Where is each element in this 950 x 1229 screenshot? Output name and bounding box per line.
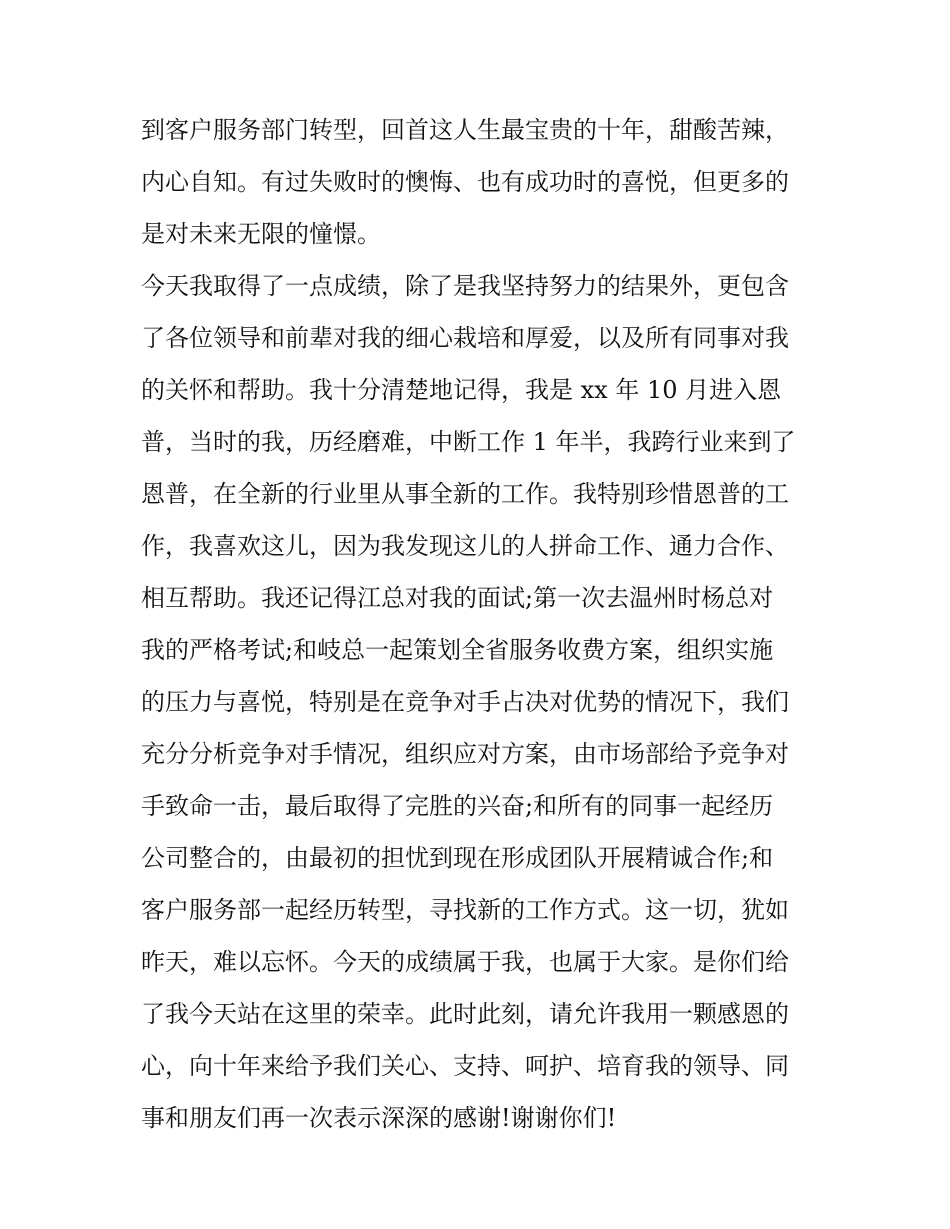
text-line: 事和朋友们再一次表示深深的感谢!谢谢你们! xyxy=(141,1104,617,1132)
text-line: 了我今天站在这里的荣幸。此时此刻，请允许我用一颗感恩的 xyxy=(141,1000,789,1028)
text-line: 客户服务部一起经历转型，寻找新的工作方式。这一切，犹如 xyxy=(141,896,789,924)
text-line: 公司整合的，由最初的担忧到现在形成团队开展精诚合作;和 xyxy=(141,844,774,872)
text-line: 了各位领导和前辈对我的细心栽培和厚爱，以及所有同事对我 xyxy=(141,324,789,352)
text-line: 恩普，在全新的行业里从事全新的工作。我特别珍惜恩普的工 xyxy=(141,480,789,508)
text-line: 是对未来无限的憧憬。 xyxy=(141,220,381,248)
text-line: 内心自知。有过失败时的懊悔、也有成功时的喜悦，但更多的 xyxy=(141,168,789,196)
text-line: 充分分析竞争对手情况，组织应对方案，由市场部给予竞争对 xyxy=(141,740,789,768)
text-line: 昨天，难以忘怀。今天的成绩属于我，也属于大家。是你们给 xyxy=(141,948,789,976)
text-line: 手致命一击，最后取得了完胜的兴奋;和所有的同事一起经历 xyxy=(141,792,774,820)
text-line: 到客户服务部门转型，回首这人生最宝贵的十年，甜酸苦辣， xyxy=(141,116,789,144)
body-text xyxy=(141,108,821,1148)
text-line: 相互帮助。我还记得江总对我的面试;第一次去温州时杨总对 xyxy=(141,584,774,612)
text-line: 的压力与喜悦，特别是在竞争对手占决对优势的情况下，我们 xyxy=(141,688,789,716)
text-line: 今天我取得了一点成绩，除了是我坚持努力的结果外，更包含 xyxy=(141,272,789,300)
text-line: 心，向十年来给予我们关心、支持、呵护、培育我的领导、同 xyxy=(141,1052,789,1080)
text-line: 普，当时的我，历经磨难，中断工作 1 年半，我跨行业来到了 xyxy=(141,428,796,456)
text-line: 作，我喜欢这儿，因为我发现这儿的人拼命工作、通力合作、 xyxy=(141,532,789,560)
text-line: 我的严格考试;和岐总一起策划全省服务收费方案，组织实施 xyxy=(141,636,774,664)
text-line: 的关怀和帮助。我十分清楚地记得，我是 xx 年 10 月进入恩 xyxy=(141,376,782,404)
